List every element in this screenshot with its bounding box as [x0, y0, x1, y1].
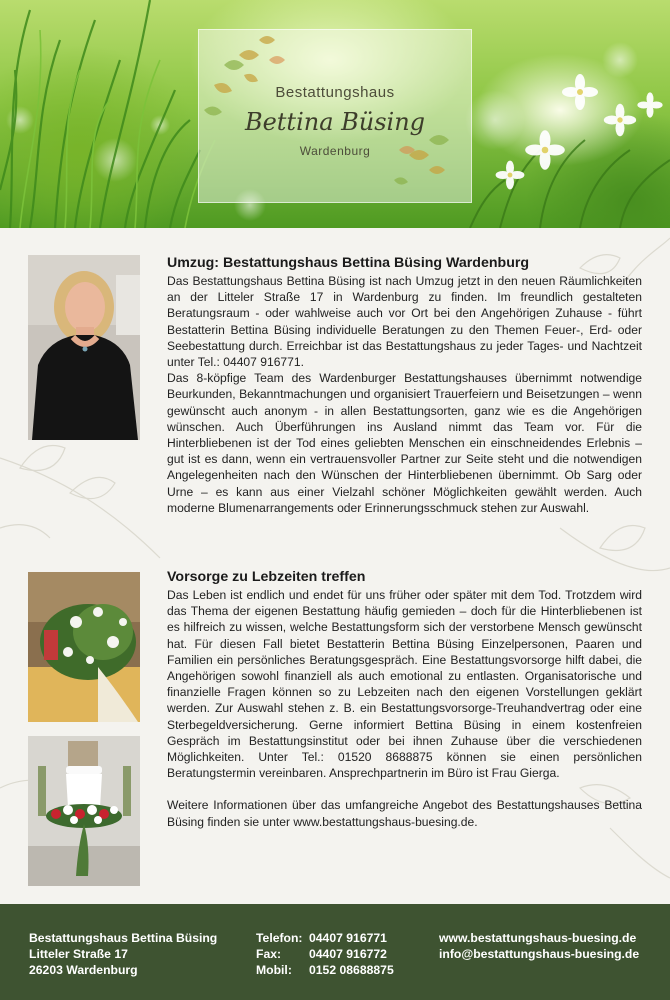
section-vorsorge — [167, 568, 642, 830]
footer-email-link[interactable]: info@bestattungshaus-buesing.de — [439, 947, 640, 961]
footer-address — [29, 930, 217, 978]
section-umzug-paragraph-2: Das 8-köpfige Team des Wardenburger Bestattungshauses übernimmt notwendige Beurkunden, Bekanntmachungen und organisiert Trauerfeiern und Beisetzungen – wenn gewünscht auch anonym - in allen Bestattungsorten, ganz wie es die Angehörigen wünschen. Auch Überführungen ins Ausland nimmt das Team vor. Für die Hinterbliebenen ist der Tod eines geliebten Menschen ein einschneidendes Erlebnis – gut ist es dann, wenn ein vertrauensvoller Partner zur Seite steht und die notwendigen Angelegenheiten nach den Wünschen der Hinterbliebenen übernimmt. Ob Sarg oder Urne – es kann aus einer Vielzahl schöner Möglichkeiten gewählt werden. Auch moderne Blumenarrangements oder Erinnerungsschmuck stehen zur Auswahl. — [167, 371, 642, 515]
footer-phone-row — [256, 930, 394, 946]
footer-website-link[interactable]: www.bestattungshaus-buesing.de — [439, 931, 637, 945]
footer-fax-label: Fax: — [256, 947, 282, 961]
section-umzug-paragraph-1: Das Bestattungshaus Bettina Büsing ist nach Umzug jetzt in den neuen Räumlichkeiten an der Litteler Straße 17 in Wardenburg zu finden. Im freundlich gestalteten Beratungsraum - oder wahlweise auch vor Ort bei den Angehörigen Zuhause - führt Bestatterin Bettina Büsing individuelle Beratungen zu den Themen Feuer-, Erd- oder Seebestattung durch. Erreichbar ist das Bestattungshaus zu jeder Tages- und Nachtzeit unter Tel.: 04407 916771. — [167, 274, 642, 370]
section-vorsorge-paragraph-1: Das Leben ist endlich und endet für uns früher oder später mit dem Tod. Trotzdem wird das Thema der eigenen Bestattung häufig gemieden – doch für die Hinterbliebenen ist es hilfreich zu wissen, welche Bestattungsform sich der verstorbene Mensch gewünscht hat. Für diesen Fall bietet Bestatterin Bettina Büsing Einzelpersonen, Paaren und Familien ein persönliches Beratungsgespräch. Eine Bestattungsvorsorge hilft dabei, die Angehörigen sowohl finanziell als auch emotional zu entlasten. Organisatorische und finanzielle Fragen können so zu Lebzeiten nach den eigenen Vorstellungen geklärt werden. Zur Auswahl stehen z. B. ein Bestattungsvorsorge-Treuhandvertrag oder eine Sterbegeldversicherung. Gerne informiert Bettina Büsing in einem kostenfreien Gespräch im Bestattungsinstitut oder bei ihnen Zuhause über die verschiedenen Möglichkeiten. Unter Tel.: 01520 8688875 können sie einen persönlichen Beratungstermin vereinbaren. Ansprechpartnerin im Büro ist Frau Gierga. — [167, 588, 642, 781]
photo-bettina-buesing — [28, 255, 140, 440]
footer-mobile-label: Mobil: — [256, 963, 292, 977]
brand-name: Bettina Büsing — [244, 108, 426, 136]
footer-fax-row — [256, 946, 394, 962]
section-vorsorge-paragraph-2: Weitere Informationen über das umfangreiche Angebot des Bestattungshauses Bettina Büsing finden sie unter www.bestattungshaus-buesing.de. — [167, 798, 642, 829]
urn-with-roses-image — [28, 736, 140, 886]
hero-banner — [0, 0, 670, 228]
footer-company: Bestattungshaus Bettina Büsing — [29, 931, 218, 945]
brand-location: Wardenburg — [299, 144, 371, 158]
section-umzug-heading: Umzug: Bestattungshaus Bettina Büsing Wardenburg — [167, 255, 530, 271]
footer-street: Litteler Straße 17 — [29, 947, 128, 961]
footer-phone-label: Telefon: — [256, 931, 303, 945]
footer-mobile-row — [256, 962, 394, 978]
footer-mobile[interactable]: 0152 08688875 — [309, 963, 394, 977]
section-vorsorge-heading: Vorsorge zu Lebzeiten treffen — [167, 569, 366, 585]
photo-flower-arrangement — [28, 572, 140, 722]
logo-box — [198, 29, 472, 203]
footer-fax: 04407 916772 — [309, 947, 387, 961]
footer — [0, 904, 670, 1000]
portrait-image — [28, 255, 140, 440]
footer-phone[interactable]: 04407 916771 — [309, 931, 387, 945]
flower-arrangement-image — [28, 572, 140, 722]
section-umzug — [167, 254, 642, 516]
photo-urn-roses — [28, 736, 140, 886]
brand-line1: Bestattungshaus — [275, 84, 395, 101]
footer-online — [439, 930, 639, 962]
footer-contact — [256, 930, 394, 978]
footer-city: 26203 Wardenburg — [29, 963, 138, 977]
